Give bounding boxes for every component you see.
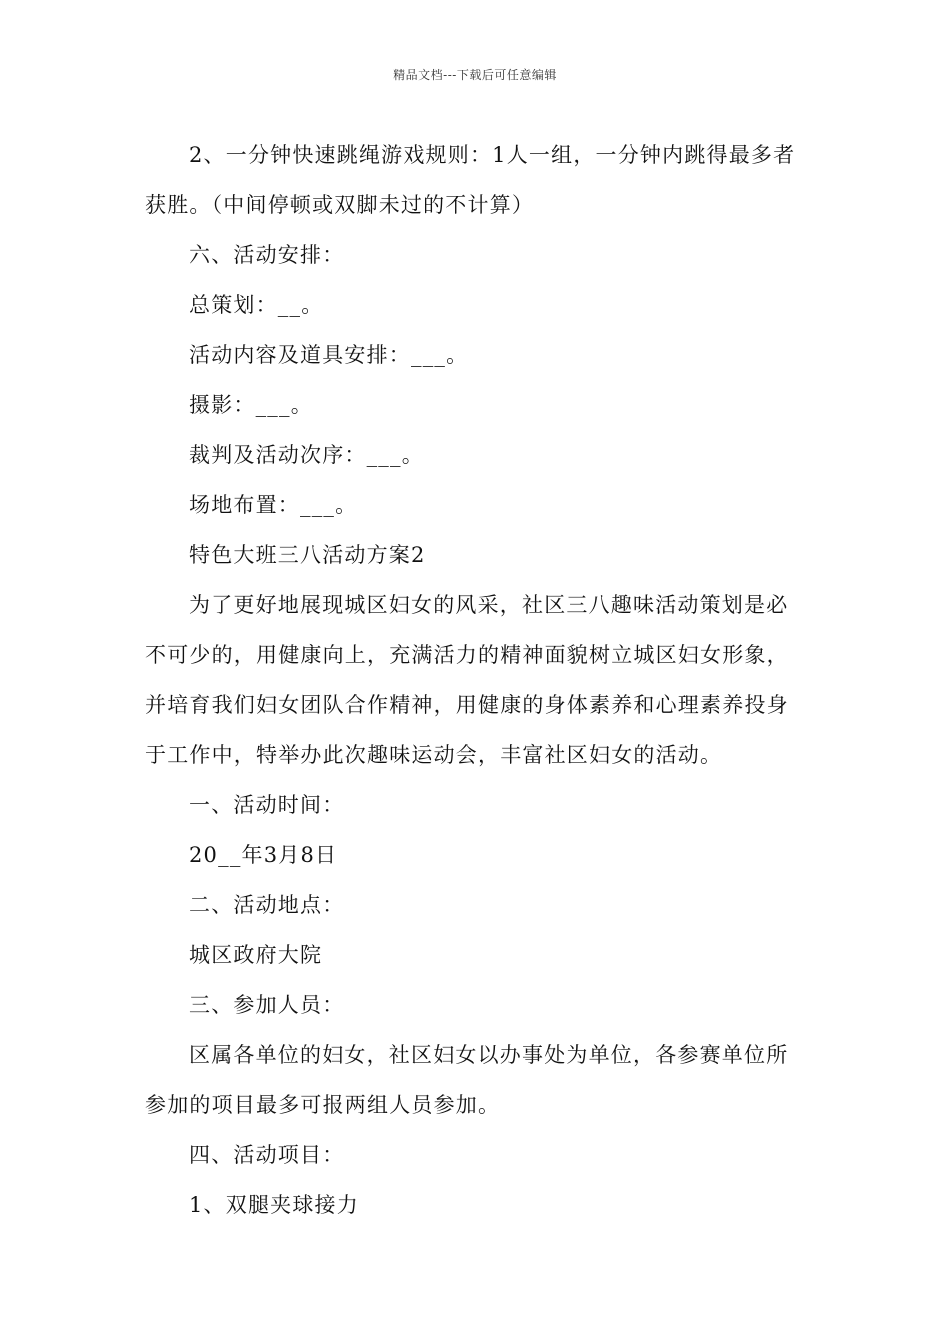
paragraph: 2、一分钟快速跳绳游戏规则：1人一组，一分钟内跳得最多者获胜。（中间停顿或双脚未过的不计算） <box>145 143 796 217</box>
paragraph: 区属各单位的妇女，社区妇女以办事处为单位，各参赛单位所参加的项目最多可报两组人员参加。 <box>145 1043 789 1117</box>
paragraph: 为了更好地展现城区妇女的风采，社区三八趣味活动策划是必不可少的，用健康向上，充满活力的精神面貌树立城区妇女形象，并培育我们妇女团队合作精神，用健康的身体素养和心理素养投身于工作中，特举办此次趣味运动会，丰富社区妇女的活动。 <box>145 593 789 767</box>
page-header: 精品文档---下载后可任意编辑 <box>393 68 557 82</box>
section-heading: 二、活动地点： <box>189 893 345 917</box>
paragraph: 总策划：__。 <box>189 293 324 317</box>
section-heading: 四、活动项目： <box>189 1143 345 1167</box>
paragraph: 活动内容及道具安排：___。 <box>189 343 469 367</box>
document-body <box>145 130 810 1230</box>
section-heading: 三、参加人员： <box>189 993 345 1017</box>
section-heading: 六、活动安排： <box>189 243 345 267</box>
paragraph: 20__年3月8日 <box>189 843 338 867</box>
paragraph: 裁判及活动次序：___。 <box>189 443 424 467</box>
document-subtitle: 特色大班三八活动方案2 <box>189 543 426 567</box>
paragraph: 城区政府大院 <box>189 943 323 967</box>
section-heading: 一、活动时间： <box>189 793 345 817</box>
paragraph: 1、双腿夹球接力 <box>189 1193 359 1217</box>
paragraph: 场地布置：___。 <box>189 493 358 517</box>
paragraph: 摄影：___。 <box>189 393 313 417</box>
